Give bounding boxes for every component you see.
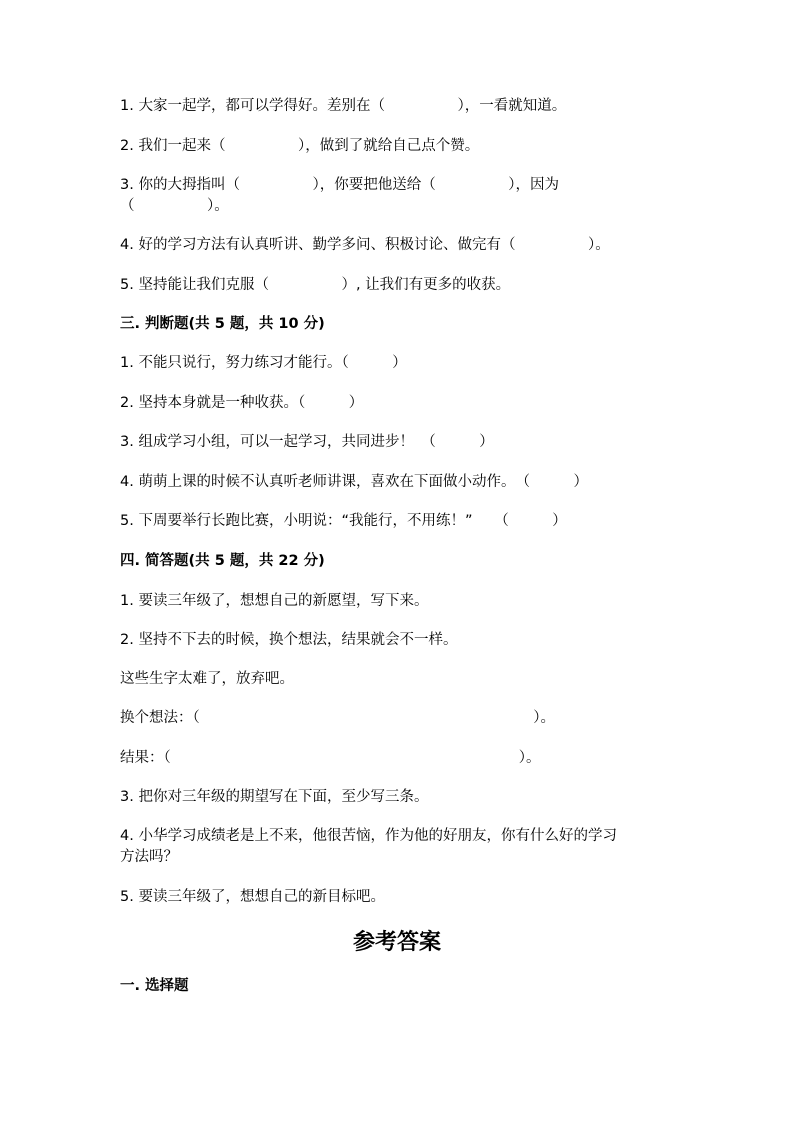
fill-in-question-1: 1. 大家一起学，都可以学得好。差别在（ ），一看就知道。 [120, 98, 567, 114]
fill-in-question-2: 2. 我们一起来（ ），做到了就给自己点个赞。 [120, 138, 480, 154]
short-answer-question-2: 2. 坚持不下去的时候，换个想法，结果就会不一样。 [120, 632, 458, 648]
true-false-question-2: 2. 坚持本身就是一种收获。（ ） [120, 395, 364, 411]
short-answer-question-5: 5. 要读三年级了，想想自己的新目标吧。 [120, 889, 385, 905]
fill-in-question-3-line-2: （ ）。 [120, 198, 229, 214]
short-answer-question-2-result: 结果：（ ）。 [120, 750, 541, 766]
short-answer-question-2-prompt: 这些生字太难了，放弃吧。 [120, 671, 294, 687]
fill-in-question-4: 4. 好的学习方法有认真听讲、勤学多问、积极讨论、做完有（ ）。 [120, 237, 610, 253]
short-answer-question-3: 3. 把你对三年级的期望写在下面，至少写三条。 [120, 789, 429, 805]
answer-key-section-1-heading: 一. 选择题 [120, 978, 189, 994]
fill-in-question-3-line-1: 3. 你的大拇指叫（ ），你要把他送给（ ），因为 [120, 177, 559, 193]
answer-key-title: 参考答案 [352, 929, 441, 955]
short-answer-question-4-line-2: 方法吗？ [120, 849, 178, 865]
short-answer-section-heading: 四. 简答题(共 5 题，共 22 分) [120, 553, 325, 569]
short-answer-question-1: 1. 要读三年级了，想想自己的新愿望，写下来。 [120, 593, 429, 609]
short-answer-question-4-line-1: 4. 小华学习成绩老是上不来，他很苦恼，作为他的好朋友，你有什么好的学习 [120, 828, 617, 844]
short-answer-question-2-change-thought: 换个想法：（ ）。 [120, 710, 555, 726]
true-false-question-3: 3. 组成学习小组，可以一起学习，共同进步！ （ ） [120, 434, 494, 450]
true-false-question-1: 1. 不能只说行，努力练习才能行。（ ） [120, 355, 407, 371]
true-false-section-heading: 三. 判断题(共 5 题，共 10 分) [120, 316, 325, 332]
true-false-question-5: 5. 下周要举行长跑比赛，小明说：“我能行，不用练！” （ ） [120, 513, 567, 529]
true-false-question-4: 4. 萌萌上课的时候不认真听老师讲课，喜欢在下面做小动作。 （ ） [120, 474, 588, 490]
fill-in-question-5: 5. 坚持能让我们克服（ ）, 让我们有更多的收获。 [120, 277, 511, 293]
